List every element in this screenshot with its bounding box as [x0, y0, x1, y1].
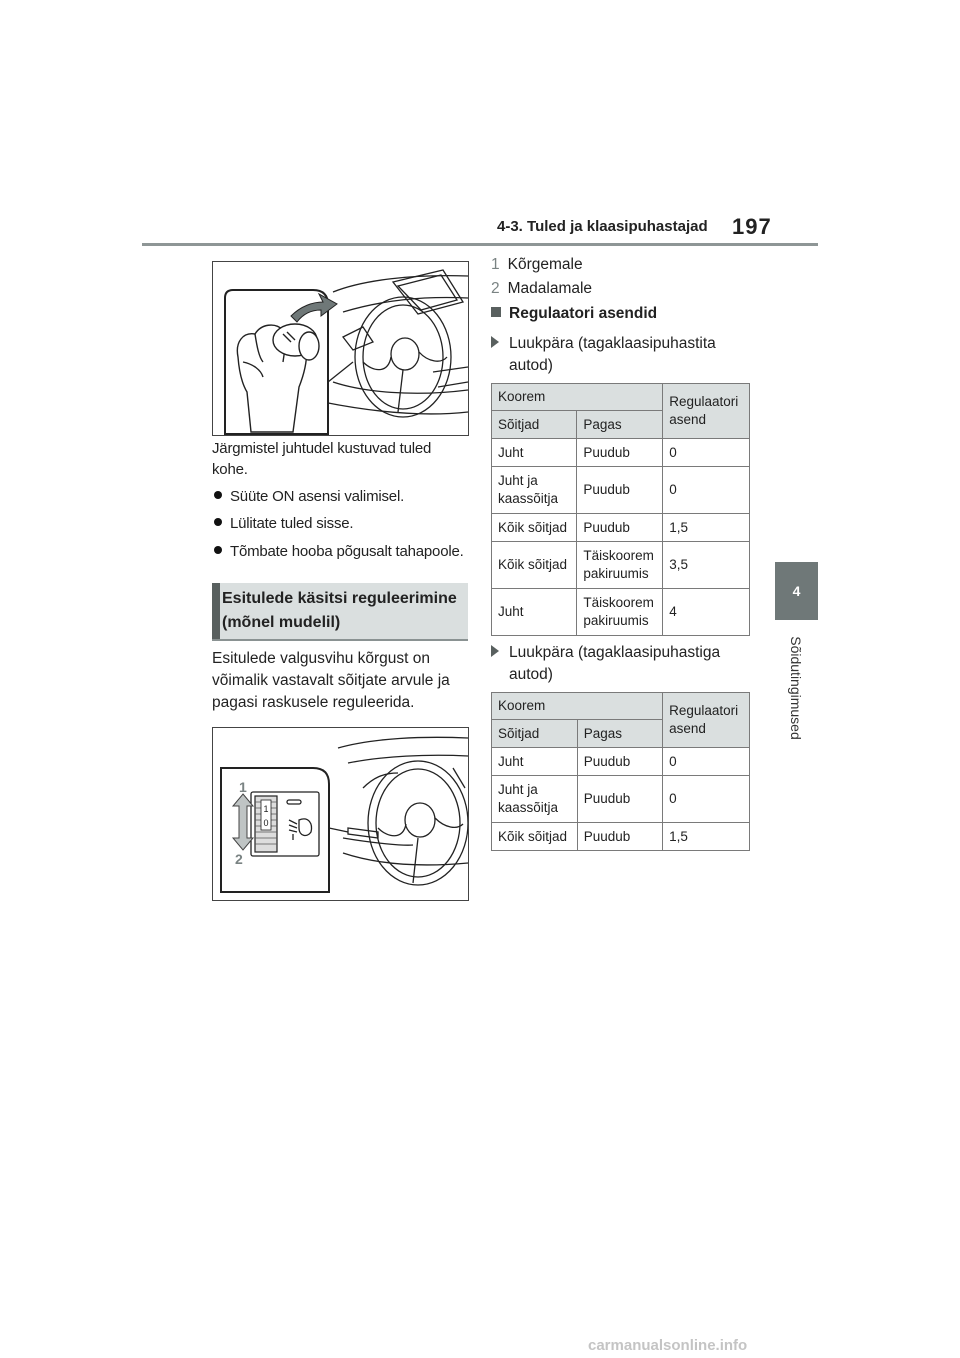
- cell-cargo: Puudub: [577, 776, 662, 823]
- cell-cargo: Puudub: [577, 823, 662, 851]
- bullet-text: Tõmbate hooba põgusalt tahapoole.: [230, 543, 464, 560]
- list-label: Kõrgemale: [507, 256, 583, 273]
- triangle-bullet-icon: [491, 336, 499, 348]
- section-title: 4-3. Tuled ja klaasipuhastajad: [497, 218, 708, 235]
- bullet-text: Süüte ON asensi valimisel.: [230, 488, 405, 505]
- cell-cargo: Puudub: [577, 748, 662, 776]
- lever-illustration: [212, 261, 469, 436]
- cell-passengers: Kõik sõitjad: [492, 823, 578, 851]
- header-cargo: Pagas: [577, 720, 662, 748]
- cell-cargo: Täiskoorem pakiruumis: [577, 542, 663, 589]
- cell-position: 0: [663, 748, 750, 776]
- intro-line-1: Järgmistel juhtudel kustuvad tuled: [212, 440, 432, 457]
- cell-cargo: Täiskoorem pakiruumis: [577, 589, 663, 636]
- table-row: [492, 776, 750, 823]
- subheading: [491, 305, 657, 323]
- case1-line-1: Luukpära (tagaklaasipuhastita: [509, 335, 716, 352]
- list-label: Madalamale: [507, 280, 593, 297]
- header-passengers: Sõitjad: [492, 411, 577, 439]
- table-row: [492, 514, 750, 542]
- body-line-3: pagasi raskusele reguleerida.: [212, 694, 415, 711]
- list-number: 2: [491, 280, 500, 297]
- dial-mark-top: 1: [263, 804, 269, 814]
- table-row: [492, 589, 750, 636]
- cell-position: 4: [663, 589, 750, 636]
- case1-heading: [491, 333, 716, 377]
- position-table-1: [491, 383, 750, 636]
- cell-passengers: Kõik sõitjad: [492, 542, 577, 589]
- case1-line-2: autod): [509, 357, 553, 374]
- section-heading-line-2: (mõnel mudelil): [222, 614, 341, 631]
- lever-illustration-svg: [213, 262, 468, 435]
- cell-passengers: Juht: [492, 589, 577, 636]
- header-load: Koorem: [492, 384, 663, 411]
- direction-label-1: 1: [239, 779, 247, 795]
- header-position: Regulaatori asend: [663, 384, 750, 439]
- table-row: [492, 748, 750, 776]
- direction-label-2: 2: [235, 851, 243, 867]
- section-heading: [222, 587, 457, 635]
- header-cargo: Pagas: [577, 411, 663, 439]
- bullet-item: [214, 543, 464, 560]
- table-row: [492, 823, 750, 851]
- cell-position: 1,5: [663, 514, 750, 542]
- intro-line-2: kohe.: [212, 461, 248, 478]
- list-item: [491, 280, 592, 298]
- cell-position: 0: [663, 776, 750, 823]
- cell-passengers: Juht: [492, 748, 578, 776]
- case2-heading: [491, 642, 720, 686]
- table-row: [492, 439, 750, 467]
- cell-cargo: Puudub: [577, 467, 663, 514]
- case2-line-2: autod): [509, 666, 553, 683]
- bullet-item: [214, 488, 404, 505]
- leveling-illustration-svg: [213, 728, 468, 900]
- body-line-2: võimalik vastavalt sõitjate arvule ja: [212, 672, 450, 689]
- triangle-bullet-icon: [491, 645, 499, 657]
- header-load: Koorem: [492, 693, 663, 720]
- case2-line-1: Luukpära (tagaklaasipuhastiga: [509, 644, 721, 661]
- leveling-dial-icon: [255, 796, 277, 852]
- cell-passengers: Juht ja kaassõitja: [492, 776, 578, 823]
- header-passengers: Sõitjad: [492, 720, 578, 748]
- subheading-text: Regulaatori asendid: [509, 305, 658, 322]
- page-number: 197: [732, 214, 772, 239]
- cell-passengers: Juht: [492, 439, 577, 467]
- bullet-item: [214, 515, 353, 532]
- body-paragraph: [212, 648, 450, 714]
- bullet-text: Lülitate tuled sisse.: [230, 515, 354, 532]
- body-line-1: Esitulede valgusvihu kõrgust on: [212, 650, 430, 667]
- section-heading-line-1: Esitulede käsitsi reguleerimine: [222, 590, 457, 607]
- chapter-tab[interactable]: 4: [775, 562, 818, 620]
- table-row: [492, 467, 750, 514]
- dial-mark-mid: 0: [263, 818, 269, 828]
- square-bullet-icon: [491, 307, 501, 317]
- section-heading-bar: [212, 583, 220, 639]
- list-item: [491, 256, 583, 274]
- steering-wheel-icon: [368, 761, 468, 885]
- steering-wheel-icon: [355, 297, 451, 417]
- cell-position: 1,5: [663, 823, 750, 851]
- cell-passengers: Kõik sõitjad: [492, 514, 577, 542]
- table-row: [492, 542, 750, 589]
- bullet-icon: [214, 546, 222, 554]
- section-heading-box: [212, 583, 468, 641]
- cell-position: 0: [663, 467, 750, 514]
- chapter-label: [768, 628, 824, 748]
- bullet-icon: [214, 491, 222, 499]
- list-number: 1: [491, 256, 500, 273]
- cell-position: 3,5: [663, 542, 750, 589]
- header-position: Regulaatori asend: [663, 693, 750, 748]
- header-divider: [142, 243, 818, 246]
- cell-passengers: Juht ja kaassõitja: [492, 467, 577, 514]
- cell-cargo: Puudub: [577, 514, 663, 542]
- cell-cargo: Puudub: [577, 439, 663, 467]
- position-table-2: [491, 692, 750, 851]
- bullet-icon: [214, 518, 222, 526]
- cell-position: 0: [663, 439, 750, 467]
- leveling-illustration: [212, 727, 469, 901]
- watermark-link[interactable]: carmanualsonline.info: [588, 1337, 748, 1354]
- chapter-label-text: Sõidutingimused: [788, 636, 804, 740]
